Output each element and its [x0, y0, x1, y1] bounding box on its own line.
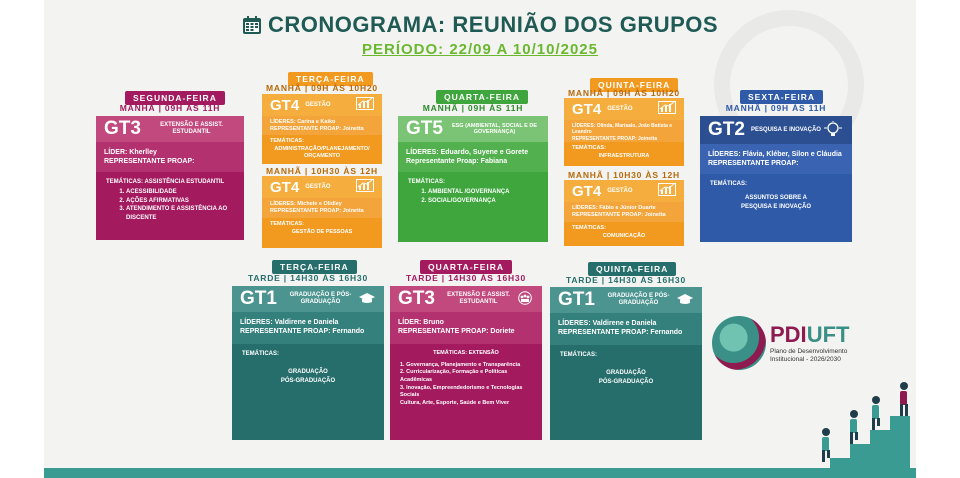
- logo-title: PDIUFT: [770, 322, 850, 348]
- time-label: MANHÃ | 09H ÀS 11H: [725, 103, 827, 113]
- representative-text: REPRESENTANTE PROAP: Joinetta: [572, 212, 666, 219]
- group-card-gt4-quinta-manha-2: [564, 180, 684, 246]
- group-code: GT1: [240, 288, 277, 309]
- period-subtitle: PERÍODO: 22/09 A 10/10/2025: [361, 41, 598, 58]
- group-code: GT4: [270, 96, 300, 114]
- theme-item: 1. AMBIENTAL /GOVERNANÇA: [428, 188, 538, 196]
- day-label-terca-tarde: TERÇA-FEIRA: [272, 260, 357, 274]
- representative-text: REPRESENTANTE PROAP: Joinetta: [270, 208, 364, 215]
- theme-item: 3. Inovação, Empreendedorismo e Tecnologias Sociais: [400, 384, 523, 399]
- theme-item: 2. AÇÕES AFIRMATIVAS: [126, 197, 234, 205]
- group-area: PESQUISA E INOVAÇÃO: [750, 126, 821, 133]
- chart-icon: [356, 179, 374, 195]
- themes-title: TEMÁTICAS:: [572, 145, 606, 151]
- leader-text: LÍDERES: Michele e Olidley: [270, 201, 342, 207]
- themes-title: TEMÁTICAS:: [560, 352, 597, 358]
- time-label: TARDE | 14H30 ÀS 16H30: [406, 273, 526, 283]
- graduation-cap-icon: [358, 292, 376, 307]
- group-area: GESTÃO: [607, 105, 633, 112]
- themes-title: TEMÁTICAS:: [572, 225, 606, 231]
- time-label: MANHÃ | 09H ÀS 10H20: [568, 88, 680, 98]
- bottom-band: [44, 468, 916, 478]
- group-code: GT4: [270, 178, 300, 196]
- themes-title: TEMÁTICAS:: [408, 179, 445, 185]
- climbing-people-illustration: [810, 380, 920, 472]
- group-code: GT2: [708, 119, 745, 140]
- day-label-segunda: SEGUNDA-FEIRA: [125, 91, 225, 105]
- header: [0, 12, 960, 58]
- representative-text: REPRESENTANTE PROAP:: [104, 158, 195, 166]
- theme-item: PÓS-GRADUAÇÃO: [598, 378, 654, 385]
- theme-item: 3. ATENDIMENTO E ASSISTÊNCIA AO DISCENTE: [126, 205, 234, 222]
- themes-title: TEMÁTICAS:: [710, 181, 747, 187]
- representative-text: REPRESENTANTE PROAP: Fernando: [558, 329, 683, 337]
- representative-text: REPRESENTANTE PROAP: Joinetta: [270, 126, 364, 133]
- representative-text: REPRESENTANTE PROAP:: [708, 160, 799, 168]
- group-card-gt4-terca-manha-2: [262, 176, 382, 248]
- leader-text: LÍDERES: Olinda, Marisalo, João Batista e Leandro: [572, 123, 673, 136]
- time-label: TARDE | 14H30 ÀS 16H30: [248, 273, 368, 283]
- page-title: [242, 12, 718, 38]
- group-card-gt1-terca: [232, 286, 384, 440]
- group-icon: [516, 291, 534, 308]
- theme-item: Cultura, Arte, Esporte, Saúde e Bem Viver: [400, 400, 510, 407]
- representative-text: REPRESENTANTE PROAP: Joinetta: [572, 135, 658, 142]
- representative-text: Representante Proap: Fabiana: [406, 158, 508, 166]
- chart-icon: [658, 101, 676, 117]
- lightbulb-icon: [822, 121, 844, 140]
- themes-title: TEMÁTICAS: ASSISTÊNCIA ESTUDANTIL: [106, 179, 225, 185]
- logo-subtitle-1: Plano de Desenvolvimento: [770, 348, 848, 356]
- time-label: MANHÃ | 10H30 ÀS 12H: [568, 170, 680, 180]
- theme-item: 2. SOCIAL/GOVERNANÇA: [428, 197, 538, 205]
- pdi-uft-logo: [712, 316, 849, 370]
- theme-item: 2. Curricularização, Formação e Políticas Acadêmicas: [400, 369, 508, 384]
- chart-icon: [658, 183, 676, 199]
- theme-item: 1. Governança, Planejamento e Transparência: [400, 361, 521, 368]
- logo-globe-icon: [712, 316, 766, 370]
- theme-item: PÓS-GRADUAÇÃO: [280, 377, 336, 384]
- day-label-quarta: QUARTA-FEIRA: [436, 90, 528, 104]
- group-card-gt3-quarta: [390, 286, 542, 440]
- themes-title: TEMÁTICAS: EXTENSÃO: [433, 350, 499, 356]
- group-card-gt4-quinta-manha-1: [564, 98, 684, 166]
- group-code: GT4: [572, 100, 602, 118]
- theme-item: GRADUAÇÃO: [288, 369, 328, 376]
- day-label-quinta-tarde: QUINTA-FEIRA: [588, 262, 676, 276]
- group-area: GRADUAÇÃO E PÓS-GRADUAÇÃO: [289, 292, 352, 305]
- calendar-icon: [242, 15, 262, 35]
- group-card-gt2-sexta: [700, 116, 852, 242]
- time-label: TARDE | 14H30 ÀS 16H30: [566, 275, 686, 285]
- themes-text: COMUNICAÇÃO: [602, 232, 646, 239]
- leader-text: LÍDERES: Valdirene e Daniela: [558, 320, 657, 327]
- group-area: GESTÃO: [305, 101, 331, 108]
- group-card-gt5-quarta: [398, 116, 548, 242]
- day-label-terca: TERÇA-FEIRA: [288, 72, 373, 86]
- group-area: ESG (AMBIENTAL, SOCIAL E DE GOVERNANÇA): [451, 122, 537, 135]
- leader-text: LÍDERES: Carina e Kaiko: [270, 119, 336, 125]
- leader-text: LÍDERES: Valdirene e Daniela: [240, 319, 339, 326]
- chart-icon: [356, 97, 374, 113]
- leader-text: LÍDER: Kherlley: [104, 149, 157, 156]
- group-code: GT4: [572, 182, 602, 200]
- representative-text: REPRESENTANTE PROAP: Doriete: [398, 328, 515, 336]
- themes-text: ADMINISTRAÇÃO/PLANEJAMENTO/ ORÇAMENTO: [274, 145, 370, 160]
- group-code: GT3: [104, 118, 141, 139]
- leader-text: LÍDER: Bruno: [398, 319, 444, 326]
- group-code: GT1: [558, 289, 595, 310]
- group-area: GESTÃO: [607, 187, 633, 194]
- themes-text: ASSUNTOS SOBRE A PESQUISA E INOVAÇÃO: [740, 195, 811, 210]
- representative-text: REPRESENTANTE PROAP: Fernando: [240, 328, 365, 336]
- leader-text: LÍDERES: Eduardo, Suyene e Gorete: [406, 149, 529, 156]
- time-label: MANHÃ | 09H ÀS 11H: [119, 103, 221, 113]
- group-area: GESTÃO: [305, 183, 331, 190]
- group-card-gt1-quinta: [550, 287, 702, 440]
- theme-item: GRADUAÇÃO: [606, 370, 646, 377]
- themes-text: GESTÃO DE PESSOAS: [291, 228, 353, 235]
- group-card-gt4-terca-manha-1: [262, 94, 382, 164]
- group-code: GT3: [398, 288, 435, 309]
- time-label: MANHÃ | 10H30 ÀS 12H: [266, 166, 378, 176]
- theme-item: 1. ACESSIBILIDADE: [126, 188, 234, 196]
- themes-text: INFRAESTRUTURA: [598, 152, 650, 159]
- group-area: GRADUAÇÃO E PÓS-GRADUAÇÃO: [607, 293, 670, 306]
- graduation-cap-icon: [676, 293, 694, 308]
- leader-text: LÍDERES: Fábio e Júnior Duarte: [572, 205, 656, 211]
- day-label-sexta: SEXTA-FEIRA: [740, 90, 823, 104]
- group-area: EXTENSÃO E ASSIST. ESTUDANTIL: [160, 122, 223, 135]
- title-text: CRONOGRAMA: REUNIÃO DOS GRUPOS: [267, 12, 719, 37]
- group-area: EXTENSÃO E ASSIST. ESTUDANTIL: [447, 292, 510, 305]
- themes-title: TEMÁTICAS:: [242, 351, 279, 357]
- group-card-gt3-segunda: [96, 116, 244, 240]
- themes-title: TEMÁTICAS:: [270, 221, 304, 227]
- leader-text: LÍDERES: Flávia, Kléber, Silon e Cláudia: [708, 151, 842, 158]
- time-label: MANHÃ | 09H ÀS 11H: [422, 103, 524, 113]
- group-code: GT5: [406, 118, 443, 139]
- themes-title: TEMÁTICAS:: [270, 138, 304, 144]
- day-label-quinta: QUINTA-FEIRA: [590, 78, 678, 92]
- day-label-quarta-tarde: QUARTA-FEIRA: [420, 260, 512, 274]
- time-label: MANHÃ | 09H ÀS 10H20: [266, 83, 378, 93]
- logo-subtitle-2: Institucional - 2026/2030: [770, 356, 841, 363]
